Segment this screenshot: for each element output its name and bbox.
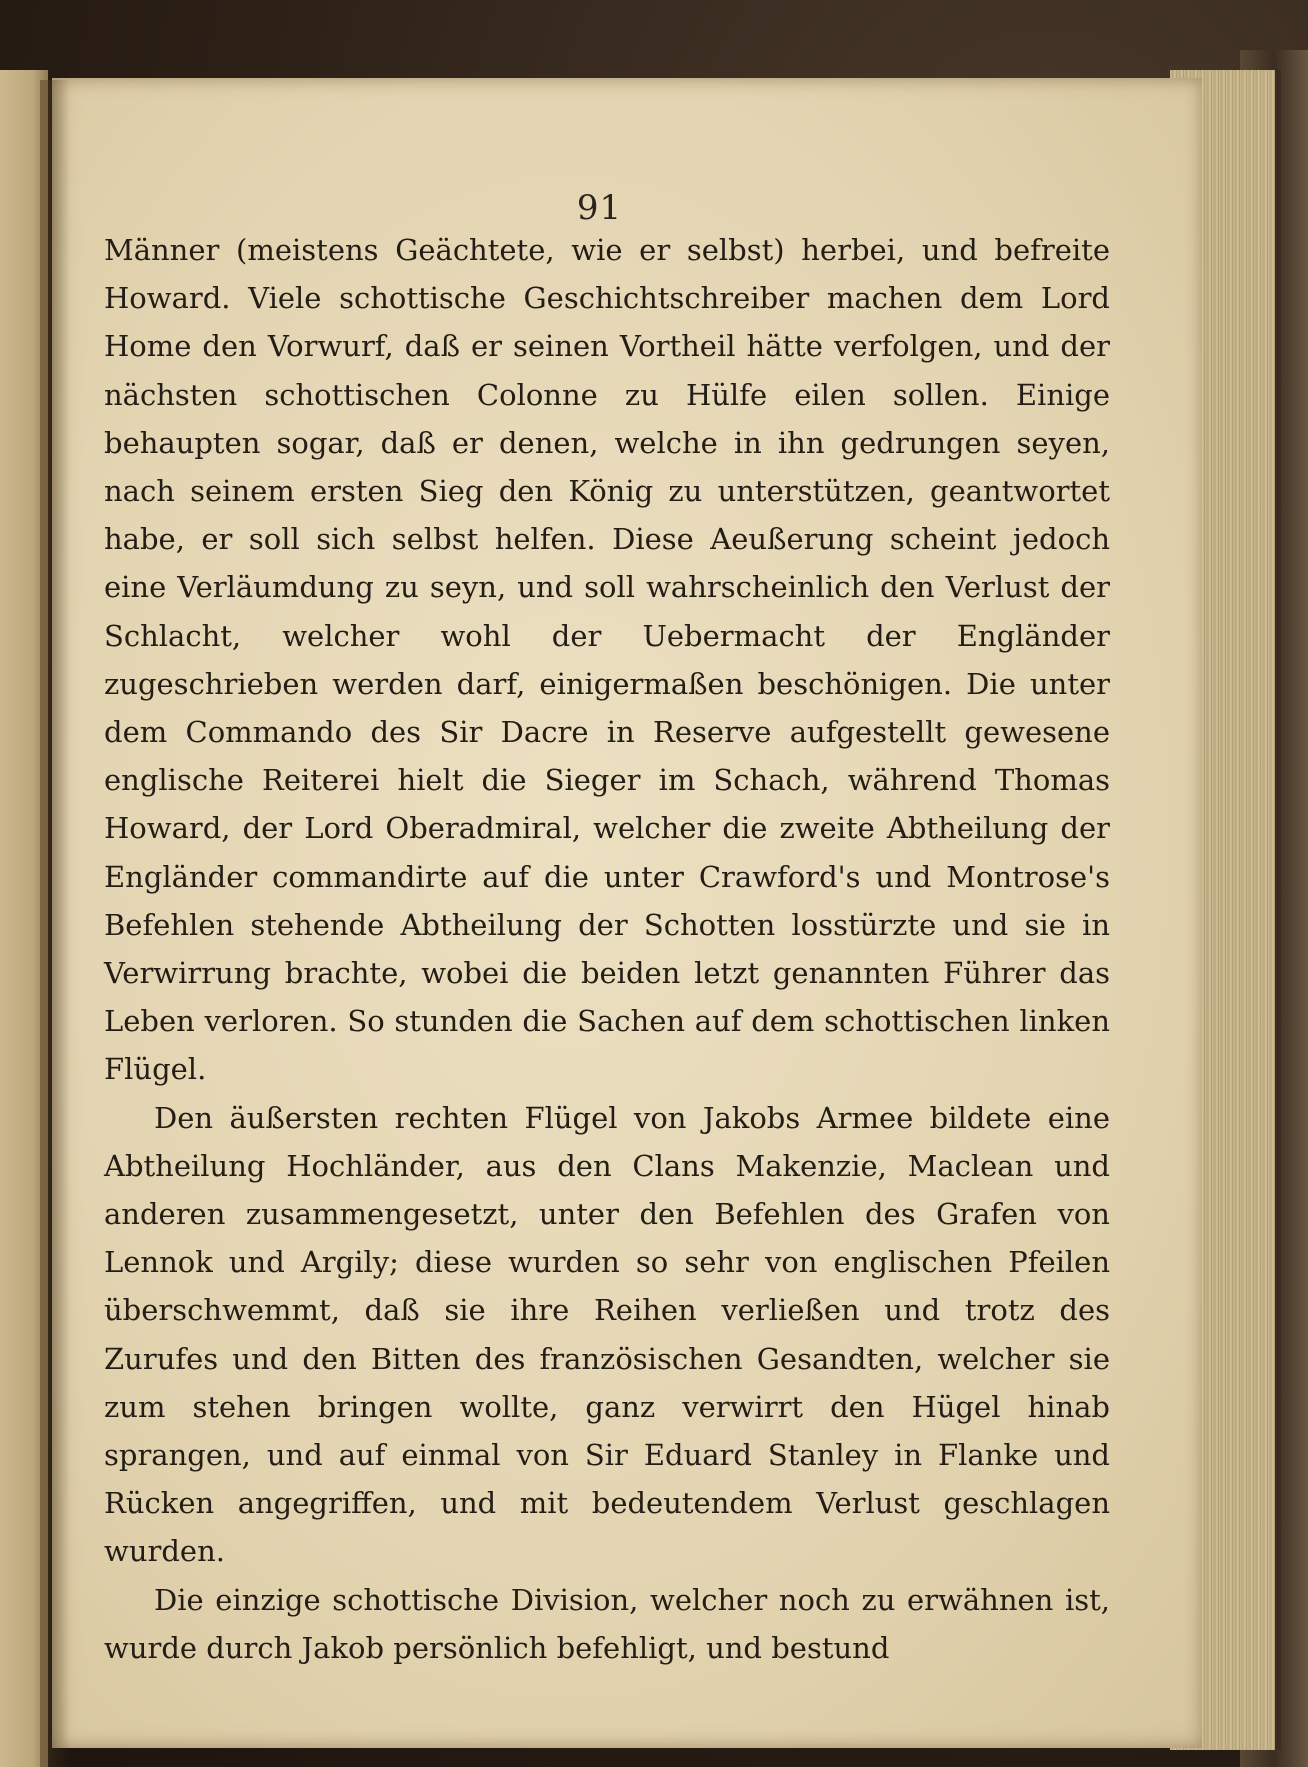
paragraph-2: Den äußersten rechten Flügel von Jakobs Armee bildete eine Abtheilung Hochländer, aus den Clans Makenzie, Maclean und anderen zusammengesetzt, unter den Befehlen des Grafen von Lennok und Argily; diese wurden so sehr von englischen Pfeilen überschwemmt, daß sie ihre Reihen verließen und trotz des Zurufes und den Bitten des französischen Gesandten, welcher sie zum stehen bringen wollte, ganz verwirrt den Hügel hinab sprangen, und auf einmal von Sir Eduard Stanley in Flanke und Rücken angegriffen, und mit bedeutendem Verlust geschlagen wurden.	[104, 1100, 1110, 1569]
spine-shadow	[40, 80, 70, 1767]
paragraph-1: Männer (meistens Geächtete, wie er selbst) herbei, und befreite Howard. Viele schottische Geschichtschreiber machen dem Lord Home den Vorwurf, daß er seinen Vortheil hätte verfolgen, und der nächsten schottischen Colonne zu Hülfe eilen sollen. Einige behaupten sogar, daß er denen, welche in ihn gedrungen seyen, nach seinem ersten Sieg den König zu unterstützen, geantwortet habe, er soll sich selbst helfen. Diese Aeußerung scheint jedoch eine Verläumdung zu seyn, und soll wahrscheinlich den Verlust der Schlacht, welcher wohl der Uebermacht der Engländer zugeschrieben werden darf, einigermaßen beschönigen. Die unter dem Commando des Sir Dacre in Reserve aufgestellt gewesene englische Reiterei hielt die Sieger im Schach, während Thomas Howard, der Lord Oberadmiral, welcher die zweite Abtheilung der Engländer commandirte auf die unter Crawford's und Montrose's Befehlen stehende Abtheilung der Schotten losstürzte und sie in Verwirrung brachte, wobei die beiden letzt genannten Führer das Leben verloren. So stunden die Sachen auf dem schottischen linken Flügel.	[104, 233, 1110, 1087]
text-body	[104, 226, 1110, 1672]
book-page	[52, 78, 1202, 1748]
paragraph-3: Die einzige schottische Division, welcher noch zu erwähnen ist, wurde durch Jakob persönlich befehligt, und bestund	[104, 1582, 1110, 1665]
page-number: 91	[576, 188, 623, 228]
